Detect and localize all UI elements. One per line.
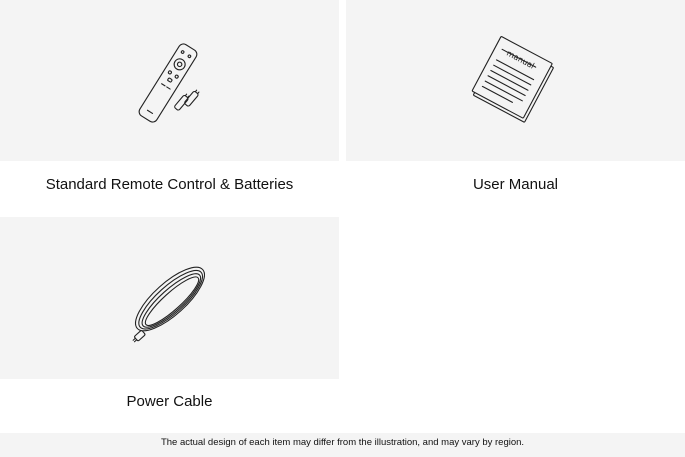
power-cable-label: Power Cable [126, 393, 213, 410]
manual-cover-text: manual [505, 48, 536, 71]
remote-control-card [0, 0, 339, 161]
remote-control-label: Standard Remote Control & Batteries [45, 176, 294, 193]
disclaimer-text: The actual design of each item may differ from the illustration, and may vary by region. [0, 433, 685, 457]
power-cable-card [0, 217, 339, 379]
remote-control-batteries-icon [0, 0, 339, 161]
user-manual-label: User Manual [472, 176, 559, 193]
coiled-cable-icon [0, 217, 339, 379]
user-manual-card [346, 0, 685, 161]
manual-booklet-icon [346, 0, 685, 161]
